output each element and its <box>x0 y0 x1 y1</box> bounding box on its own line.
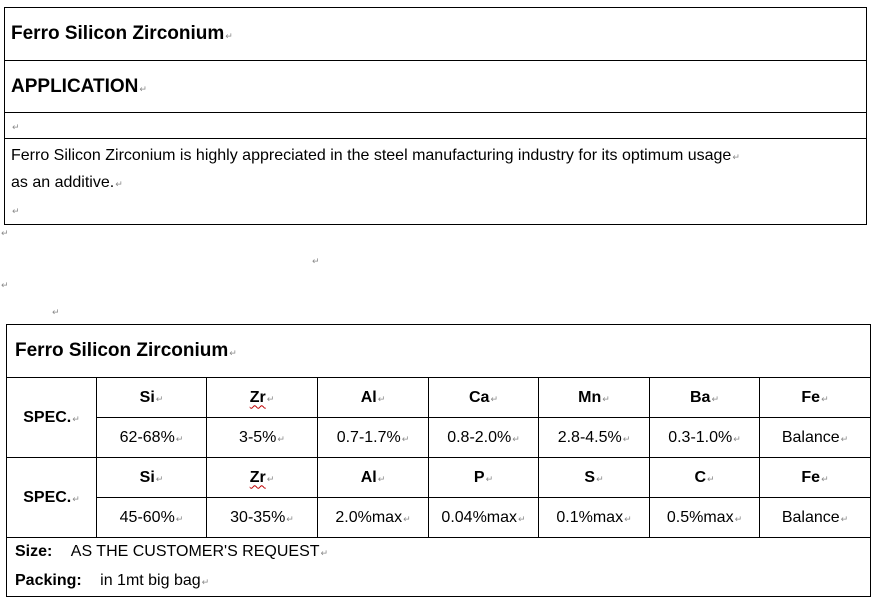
element-cell <box>429 458 539 498</box>
element-symbol: Fe <box>801 468 821 486</box>
element-cell <box>539 378 650 418</box>
element-cell <box>760 458 871 498</box>
value-cell <box>760 418 871 458</box>
element-cell <box>650 458 760 498</box>
value-cell <box>207 418 318 458</box>
cell-mark: ↵ <box>840 433 849 444</box>
paragraph-mark: ↵ <box>229 348 237 358</box>
cell-mark: ↵ <box>711 393 719 404</box>
paragraph-mark: ↵ <box>201 577 210 587</box>
value-cell <box>650 498 760 538</box>
application-heading: APPLICATION <box>11 75 139 97</box>
paragraph-mark: ↵ <box>139 83 147 94</box>
spec-1-value-row <box>7 418 871 458</box>
paragraph-mark: ↵ <box>12 121 20 132</box>
value-text: Balance <box>781 508 840 526</box>
element-cell <box>539 458 650 498</box>
element-symbol: Ca <box>469 388 490 406</box>
cell-mark: ↵ <box>734 513 743 524</box>
cell-mark: ↵ <box>155 473 164 484</box>
size-value: AS THE CUSTOMER'S REQUEST <box>70 543 320 560</box>
paragraph-mark: ↵ <box>732 152 740 162</box>
cell-mark: ↵ <box>155 393 164 404</box>
cell-mark: ↵ <box>175 513 184 524</box>
element-cell <box>318 458 429 498</box>
paragraph-mark: ↵ <box>72 493 80 504</box>
cell-mark: ↵ <box>840 513 849 524</box>
paragraph-mark: ↵ <box>1 280 9 290</box>
element-cell <box>207 378 318 418</box>
cell-mark: ↵ <box>602 393 610 404</box>
paragraph-mark: ↵ <box>72 413 80 424</box>
element-symbol: Ba <box>690 388 711 406</box>
cell-mark: ↵ <box>490 393 498 404</box>
element-symbol: Al <box>360 388 377 406</box>
cell-mark: ↵ <box>266 473 275 484</box>
value-text: 0.1%max <box>556 508 624 526</box>
spec-label: SPEC. <box>23 408 72 426</box>
cell-mark: ↵ <box>624 513 632 524</box>
value-cell <box>429 418 539 458</box>
cell-mark: ↵ <box>266 393 275 404</box>
cell-mark: ↵ <box>518 513 526 524</box>
spec-title-cell <box>7 325 871 378</box>
element-symbol: Si <box>139 468 155 486</box>
cell-mark: ↵ <box>512 433 520 444</box>
paragraph-mark: ↵ <box>12 206 20 216</box>
value-cell <box>539 498 650 538</box>
element-symbol: Mn <box>578 388 602 406</box>
cell-mark: ↵ <box>377 473 386 484</box>
element-cell <box>318 378 429 418</box>
value-text: 45-60% <box>119 508 175 526</box>
paragraph-mark: ↵ <box>225 31 233 41</box>
description-cell <box>5 139 867 225</box>
value-text: 0.8-2.0% <box>447 428 512 446</box>
spec-label-cell <box>7 458 97 538</box>
value-cell <box>207 498 318 538</box>
spec-2-element-row <box>7 458 871 498</box>
cell-mark: ↵ <box>485 473 494 484</box>
value-text: 0.7-1.7% <box>336 428 401 446</box>
value-cell <box>97 498 207 538</box>
value-text: 62-68% <box>119 428 175 446</box>
spec-2-value-row <box>7 498 871 538</box>
paragraph-mark: ↵ <box>1 228 9 238</box>
element-symbol: Zr <box>249 388 266 406</box>
element-symbol: Fe <box>801 388 821 406</box>
paragraph-mark: ↵ <box>52 307 60 317</box>
element-cell <box>650 378 760 418</box>
cell-mark: ↵ <box>821 473 829 484</box>
cell-mark: ↵ <box>377 393 386 404</box>
element-cell <box>760 378 871 418</box>
value-cell <box>539 418 650 458</box>
cell-mark: ↵ <box>175 433 184 444</box>
value-cell <box>650 418 760 458</box>
element-cell <box>97 378 207 418</box>
value-text: 3-5% <box>239 428 277 446</box>
value-cell <box>97 418 207 458</box>
value-text: 0.5%max <box>666 508 734 526</box>
element-symbol: C <box>694 468 706 486</box>
cell-mark: ↵ <box>403 513 411 524</box>
cell-mark: ↵ <box>733 433 741 444</box>
value-cell <box>318 498 429 538</box>
size-label: Size: <box>15 543 53 560</box>
element-symbol: S <box>584 468 596 486</box>
application-heading-cell <box>5 61 867 113</box>
cell-mark: ↵ <box>277 433 285 444</box>
spec-title: Ferro Silicon Zirconium <box>15 340 229 361</box>
value-text: 0.3-1.0% <box>668 428 733 446</box>
value-text: 2.0%max <box>335 508 403 526</box>
element-cell <box>207 458 318 498</box>
packing-label: Packing: <box>15 572 82 589</box>
size-packing-cell <box>7 538 871 597</box>
value-cell <box>760 498 871 538</box>
spec-1-element-row <box>7 378 871 418</box>
value-text: Balance <box>781 428 840 446</box>
paragraph-mark: ↵ <box>320 548 329 558</box>
paragraph-mark: ↵ <box>115 179 123 189</box>
element-symbol: Al <box>360 468 377 486</box>
value-text: 30-35% <box>230 508 286 526</box>
spec-label-cell <box>7 378 97 458</box>
paragraph-mark: ↵ <box>312 256 320 266</box>
element-cell <box>429 378 539 418</box>
description-line-1: Ferro Silicon Zirconium is highly appreciated in the steel manufacturing industry for its optimum usage <box>11 147 732 164</box>
value-cell <box>318 418 429 458</box>
packing-value: in 1mt big bag <box>100 572 201 589</box>
product-title-cell <box>5 8 867 61</box>
cell-mark: ↵ <box>286 513 294 524</box>
value-cell <box>429 498 539 538</box>
element-cell <box>97 458 207 498</box>
empty-cell <box>5 113 867 139</box>
cell-mark: ↵ <box>821 393 829 404</box>
element-symbol: Si <box>139 388 155 406</box>
spec-label: SPEC. <box>23 488 72 506</box>
value-text: 0.04%max <box>441 508 518 526</box>
application-table <box>4 7 867 225</box>
spec-table <box>6 324 871 597</box>
cell-mark: ↵ <box>596 473 604 484</box>
description-line-2: as an additive. <box>11 174 115 191</box>
value-text: 2.8-4.5% <box>557 428 622 446</box>
element-symbol: Zr <box>249 468 266 486</box>
cell-mark: ↵ <box>401 433 410 444</box>
cell-mark: ↵ <box>707 473 715 484</box>
cell-mark: ↵ <box>622 433 631 444</box>
element-symbol: P <box>473 468 485 486</box>
product-title: Ferro Silicon Zirconium <box>11 23 225 44</box>
